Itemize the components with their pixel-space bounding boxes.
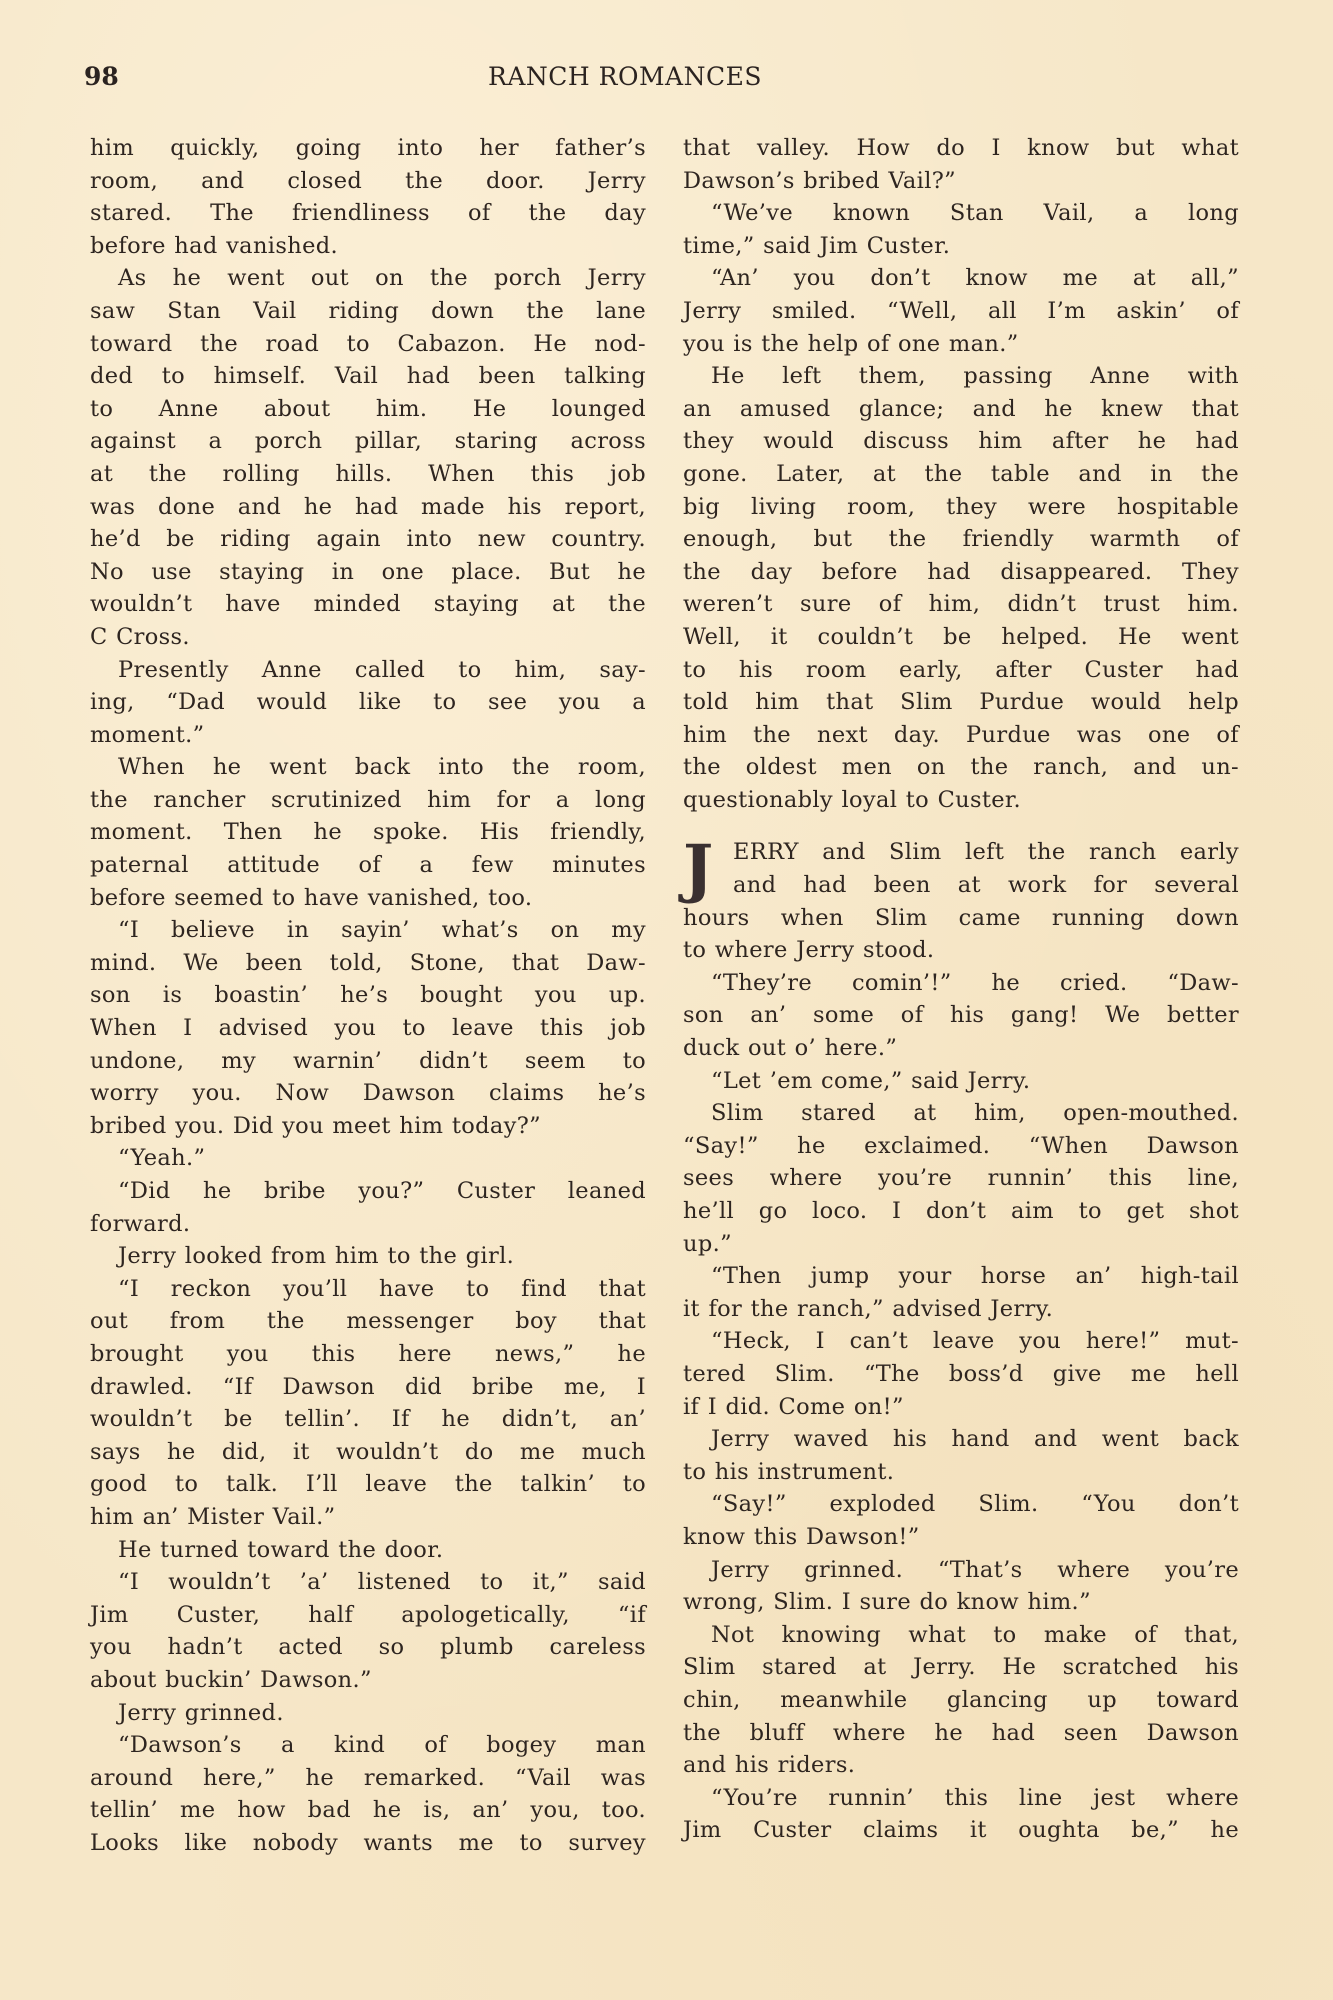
text-line: ERRY and Slim left the ranch early — [733, 839, 1239, 866]
text-line: No use staying in one place. But he — [90, 558, 646, 585]
paragraph — [683, 1325, 1239, 1423]
text-line: Well, it couldn’t be helped. He went — [683, 623, 1239, 650]
text-line: you hadn’t acted so plumb careless — [90, 1634, 646, 1661]
paragraph — [90, 1175, 646, 1240]
paragraph — [90, 1240, 646, 1273]
text-line: up.” — [683, 1230, 732, 1257]
text-line: the oldest men on the ranch, and un- — [683, 754, 1239, 781]
paragraph — [90, 914, 646, 1142]
text-line: it for the ranch,” advised Jerry. — [683, 1295, 1054, 1322]
text-line: out from the messenger boy that — [90, 1308, 646, 1335]
text-line: stared. The friendliness of the day — [90, 200, 646, 227]
text-line: duck out o’ here.” — [683, 1035, 898, 1062]
text-line: As he went out on the porch Jerry — [118, 265, 646, 292]
text-line: know this Dawson!” — [683, 1523, 920, 1550]
text-line: Jerry grinned. — [118, 1699, 284, 1726]
text-line: hours when Slim came running down — [683, 904, 1239, 931]
text-line: Dawson’s bribed Vail?” — [683, 167, 957, 194]
running-title: RANCH ROMANCES — [488, 62, 762, 91]
paragraph — [683, 197, 1239, 262]
paragraph — [90, 654, 646, 752]
section-gap — [683, 816, 1239, 836]
text-line: drawled. “If Dawson did bribe me, I — [90, 1373, 646, 1400]
section-opening — [683, 831, 1239, 966]
text-line: “Dawson’s a kind of bogey man — [118, 1732, 646, 1759]
text-line: to where Jerry stood. — [683, 937, 935, 964]
text-line: son is boastin’ he’s bought you up. — [90, 982, 646, 1009]
text-line: you is the help of one man.” — [683, 330, 1019, 357]
text-line: wrong, Slim. I sure do know him.” — [683, 1589, 1091, 1616]
text-line: time,” said Jim Custer. — [683, 232, 951, 259]
text-line: the rancher scrutinized him for a long — [90, 786, 646, 813]
paragraph — [90, 132, 646, 262]
text-line: and had been at work for several — [733, 872, 1239, 899]
text-line: Jerry waved his hand and went back — [711, 1426, 1239, 1453]
text-line: Slim stared at him, open-mouthed. — [711, 1100, 1239, 1127]
paragraph — [90, 1142, 646, 1175]
text-line: was done and he had made his report, — [90, 493, 646, 520]
paragraph — [90, 751, 646, 914]
text-line: brought you this here news,” he — [90, 1340, 646, 1367]
text-line: that valley. How do I know but what — [683, 135, 1239, 161]
text-line: “You’re runnin’ this line jest where — [711, 1784, 1239, 1811]
text-line: “I reckon you’ll have to find that — [118, 1275, 646, 1302]
text-line: the bluff where he had seen Dawson — [683, 1719, 1239, 1746]
paragraph — [683, 1619, 1239, 1782]
text-line: they would discuss him after he had — [683, 428, 1239, 455]
paragraph — [683, 1554, 1239, 1619]
text-line: toward the road to Cabazon. He nod- — [90, 330, 646, 357]
text-line: him an’ Mister Vail.” — [90, 1503, 336, 1530]
page-header — [0, 62, 1333, 102]
text-line: ded to himself. Vail had been talking — [90, 363, 646, 390]
text-line: about buckin’ Dawson.” — [90, 1666, 372, 1693]
text-line: against a porch pillar, staring across — [90, 428, 646, 455]
text-line: paternal attitude of a few minutes — [90, 852, 646, 879]
text-line: and his riders. — [683, 1752, 856, 1779]
text-line: “Yeah.” — [118, 1145, 206, 1172]
paragraph — [90, 1697, 646, 1730]
text-line: Slim stared at Jerry. He scratched his — [683, 1654, 1239, 1681]
text-line: “I wouldn’t ’a’ listened to it,” said — [118, 1569, 646, 1596]
text-line: “An’ you don’t know me at all,” — [711, 265, 1239, 292]
text-line: Jerry grinned. “That’s where you’re — [711, 1556, 1239, 1583]
text-line: moment.” — [90, 721, 205, 748]
paragraph — [683, 1065, 1239, 1098]
text-line: C Cross. — [90, 623, 190, 650]
text-line: he’ll go loco. I don’t aim to get shot — [683, 1198, 1239, 1224]
text-line: an amused glance; and he knew that — [683, 395, 1239, 422]
text-line: wouldn’t be tellin’. If he didn’t, an’ — [90, 1406, 646, 1433]
paragraph — [683, 1260, 1239, 1325]
paragraph — [683, 360, 1239, 816]
text-line: him quickly, going into her father’s — [90, 135, 646, 161]
text-line: told him that Slim Purdue would help — [683, 689, 1239, 716]
text-line: saw Stan Vail riding down the lane — [90, 297, 646, 324]
text-line: to Anne about him. He lounged — [90, 395, 646, 422]
text-line: chin, meanwhile glancing up toward — [683, 1686, 1239, 1713]
paragraph — [90, 1729, 646, 1859]
text-line: says he did, it wouldn’t do me much — [90, 1438, 646, 1465]
paragraph — [90, 1566, 646, 1696]
text-line: “Let ’em come,” said Jerry. — [711, 1067, 1031, 1094]
text-line: at the rolling hills. When this job — [90, 460, 646, 487]
text-line: enough, but the friendly warmth of — [683, 526, 1239, 553]
text-line: worry you. Now Dawson claims he’s — [90, 1080, 646, 1107]
paragraph — [683, 1423, 1239, 1488]
text-line: When I advised you to leave this job — [90, 1015, 646, 1042]
paragraph — [90, 1273, 646, 1534]
text-line: before had vanished. — [90, 232, 338, 259]
right-column — [683, 132, 1239, 1847]
text-line: if I did. Come on!” — [683, 1393, 904, 1420]
text-line: “We’ve known Stan Vail, a long — [711, 200, 1239, 227]
text-line: sees where you’re runnin’ this line, — [683, 1165, 1239, 1192]
text-line: When he went back into the room, — [118, 754, 646, 781]
section-opening-paragraph — [683, 831, 1239, 966]
text-line: wouldn’t have minded staying at the — [90, 591, 646, 618]
paragraph — [683, 1097, 1239, 1260]
text-line: good to talk. I’ll leave the talkin’ to — [90, 1471, 646, 1498]
text-line: “Did he bribe you?” Custer leaned — [118, 1178, 646, 1204]
text-line: to his instrument. — [683, 1458, 895, 1485]
text-line: the day before had disappeared. They — [683, 558, 1239, 585]
text-line: bribed you. Did you meet him today?” — [90, 1112, 541, 1139]
text-line: Presently Anne called to him, say- — [118, 656, 646, 683]
paragraph — [683, 132, 1239, 197]
text-line: weren’t sure of him, didn’t trust him. — [683, 591, 1239, 618]
text-line: him the next day. Purdue was one of — [683, 721, 1239, 748]
text-line: Looks like nobody wants me to survey — [90, 1829, 646, 1856]
text-line: he’d be riding again into new country. — [90, 526, 646, 553]
page-number: 98 — [84, 62, 119, 91]
paragraph — [683, 967, 1239, 1065]
text-line: questionably loyal to Custer. — [683, 786, 1022, 813]
text-line: “Then jump your horse an’ high-tail — [711, 1263, 1239, 1290]
paragraph — [683, 1782, 1239, 1847]
left-column — [90, 132, 646, 1859]
text-line: Jim Custer claims it oughta be,” he — [683, 1817, 1239, 1844]
right-column-before-break — [683, 132, 1239, 816]
paragraph — [683, 262, 1239, 360]
text-line: Jim Custer, half apologetically, “if — [90, 1601, 646, 1628]
text-line: big living room, they were hospitable — [683, 493, 1239, 520]
text-line: He left them, passing Anne with — [711, 363, 1239, 390]
text-line: Jerry looked from him to the girl. — [118, 1243, 515, 1270]
text-line: “Say!” exploded Slim. “You don’t — [711, 1491, 1239, 1518]
text-line: “They’re comin’!” he cried. “Daw- — [711, 969, 1239, 996]
text-line: before seemed to have vanished, too. — [90, 884, 533, 911]
text-line: He turned toward the door. — [118, 1536, 444, 1563]
text-line: tellin’ me how bad he is, an’ you, too. — [90, 1797, 646, 1824]
text-line: mind. We been told, Stone, that Daw- — [90, 949, 646, 976]
right-column-after-break — [683, 967, 1239, 1847]
paragraph — [90, 262, 646, 653]
text-line: to his room early, after Custer had — [683, 656, 1239, 683]
text-line: moment. Then he spoke. His friendly, — [90, 819, 646, 846]
text-line: “I believe in sayin’ what’s on my — [118, 917, 646, 944]
text-line: forward. — [90, 1210, 191, 1237]
text-line: son an’ some of his gang! We better — [683, 1002, 1239, 1029]
text-line: “Say!” he exclaimed. “When Dawson — [683, 1132, 1239, 1159]
text-line: Not knowing what to make of that, — [711, 1621, 1239, 1648]
text-line: room, and closed the door. Jerry — [90, 167, 646, 194]
text-line: around here,” he remarked. “Vail was — [90, 1764, 646, 1791]
drop-cap: J — [683, 831, 714, 907]
paragraph — [683, 1488, 1239, 1553]
text-line: gone. Later, at the table and in the — [683, 460, 1239, 487]
text-line: undone, my warnin’ didn’t seem to — [90, 1047, 646, 1074]
text-line: Jerry smiled. “Well, all I’m askin’ of — [683, 297, 1239, 324]
text-line: “Heck, I can’t leave you here!” mut- — [711, 1328, 1239, 1355]
paragraph — [90, 1534, 646, 1567]
text-line: ing, “Dad would like to see you a — [90, 689, 646, 716]
text-line: tered Slim. “The boss’d give me hell — [683, 1360, 1239, 1387]
